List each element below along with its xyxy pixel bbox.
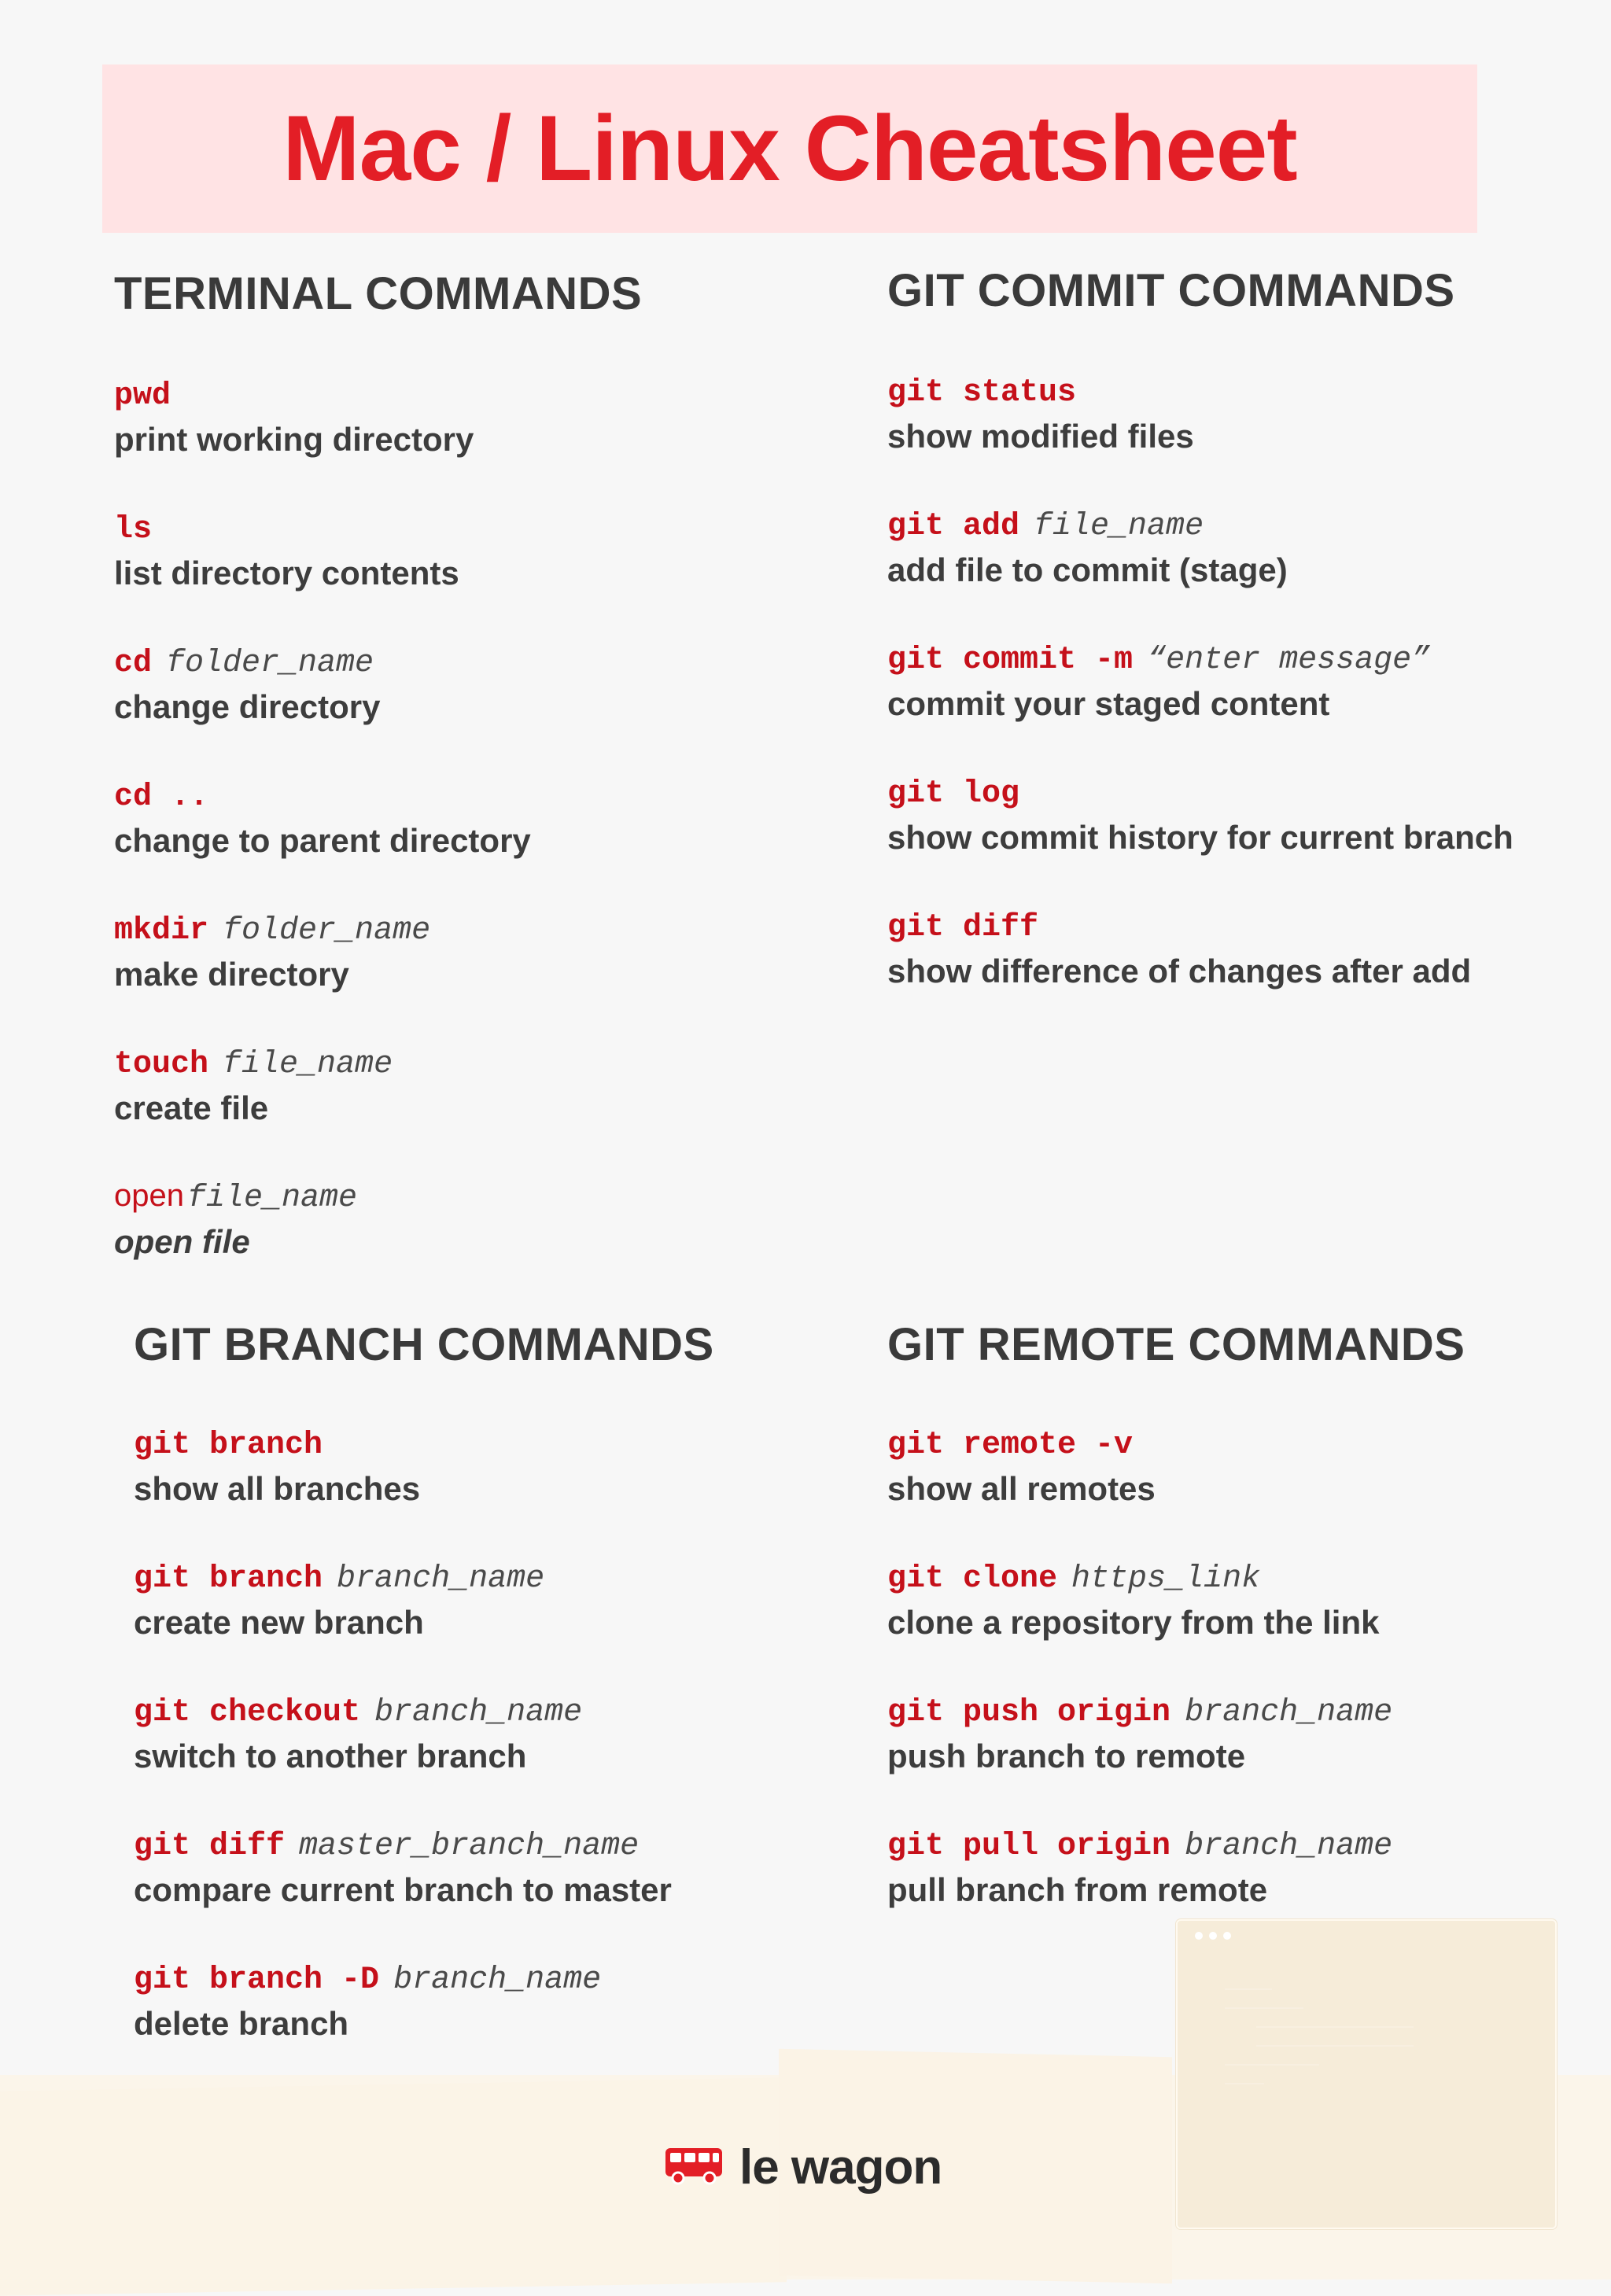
section-heading: TERMINAL COMMANDS: [114, 268, 643, 319]
command-entry: [114, 639, 642, 729]
command-description: switch to another branch: [134, 1738, 527, 1775]
command: git branch: [134, 1561, 323, 1597]
git-remote-commands-section: [887, 1318, 1465, 1912]
window-line: [1256, 2026, 1414, 2028]
git-branch-commands-section: [134, 1318, 714, 2046]
command: git branch: [134, 1428, 323, 1463]
command-description: show modified files: [887, 418, 1194, 455]
command-description: pull branch from remote: [887, 1871, 1268, 1908]
command-entry: [887, 503, 1513, 592]
command: git pull origin: [887, 1829, 1171, 1864]
command: cd: [114, 646, 153, 681]
command-argument: branch_name: [1185, 1829, 1393, 1864]
command-description: open file: [114, 1223, 250, 1260]
command: git checkout: [134, 1695, 361, 1730]
window-line: [1225, 1988, 1272, 1990]
command: git commit -m: [887, 643, 1134, 678]
command-entry: [114, 1174, 642, 1264]
command-entry: [114, 907, 642, 997]
command: git log: [887, 776, 1020, 812]
command-description: make directory: [114, 956, 349, 993]
command-entry: [134, 1689, 714, 1778]
command-entry: [134, 1555, 714, 1645]
command-entry: [134, 1421, 714, 1511]
git-commit-commands-section: [887, 264, 1513, 993]
command-description: create new branch: [134, 1604, 424, 1641]
command-description: show commit history for current branch: [887, 819, 1513, 856]
command-argument: folder_name: [223, 913, 431, 949]
command-description: change to parent directory: [114, 822, 531, 859]
command: git remote -v: [887, 1428, 1134, 1463]
command-argument: branch_name: [337, 1561, 545, 1597]
command-argument: “enter message”: [1147, 643, 1431, 678]
title-banner: [102, 64, 1477, 233]
command: git push origin: [887, 1695, 1171, 1730]
window-line: [1225, 2083, 1264, 2084]
command: cd ..: [114, 779, 209, 815]
command: git status: [887, 375, 1077, 411]
logo-text: le wagon: [739, 2140, 942, 2195]
command-description: show all branches: [134, 1470, 421, 1507]
window-line: [1256, 2045, 1414, 2047]
command: mkdir: [114, 913, 209, 949]
le-wagon-logo[interactable]: [662, 2139, 942, 2195]
command-description: list directory contents: [114, 555, 459, 592]
window-line: [1225, 2064, 1319, 2066]
command-argument: branch_name: [1185, 1695, 1393, 1730]
section-heading: GIT REMOTE COMMANDS: [887, 1319, 1465, 1370]
command-entry: [114, 506, 642, 595]
command-description: commit your staged content: [887, 685, 1330, 722]
command-entry: [114, 773, 642, 863]
bus-icon: [662, 2143, 725, 2191]
section-heading: GIT COMMIT COMMANDS: [887, 265, 1455, 316]
command-argument: file_name: [1034, 509, 1204, 544]
command-entry: [887, 636, 1513, 726]
command-description: show all remotes: [887, 1470, 1156, 1507]
command-argument: branch_name: [393, 1962, 602, 1998]
command-description: create file: [114, 1089, 269, 1126]
command-description: show difference of changes after add: [887, 953, 1472, 990]
command: git clone: [887, 1561, 1058, 1597]
terminal-commands-section: [114, 267, 642, 1264]
command-argument: file_name: [186, 1181, 358, 1216]
command-argument: file_name: [223, 1047, 393, 1082]
command-entry: [134, 1956, 714, 2046]
command-argument: master_branch_name: [299, 1829, 640, 1864]
command-entry: [887, 904, 1513, 993]
command-argument: folder_name: [166, 646, 374, 681]
command: open: [114, 1178, 184, 1213]
command-entry: [887, 1689, 1465, 1778]
command-entry: [134, 1822, 714, 1912]
command: touch: [114, 1047, 209, 1082]
command-argument: branch_name: [374, 1695, 583, 1730]
command-entry: [887, 1555, 1465, 1645]
command-entry: [887, 1822, 1465, 1912]
command-entry: [114, 372, 642, 462]
window-dot: [1195, 1932, 1203, 1940]
command: ls: [114, 512, 153, 547]
section-heading: GIT BRANCH COMMANDS: [134, 1319, 714, 1370]
command-entry: [887, 369, 1513, 459]
command-description: print working directory: [114, 421, 474, 458]
window-dot: [1209, 1932, 1217, 1940]
command-description: delete branch: [134, 2005, 349, 2042]
command-description: clone a repository from the link: [887, 1604, 1380, 1641]
command-description: compare current branch to master: [134, 1871, 672, 1908]
page-title: Mac / Linux Cheatsheet: [282, 97, 1297, 201]
window-line: [1225, 2007, 1303, 2009]
command: pwd: [114, 378, 171, 414]
command-entry: [887, 1421, 1465, 1511]
command-description: push branch to remote: [887, 1738, 1246, 1775]
command: git branch -D: [134, 1962, 380, 1998]
command-entry: [887, 770, 1513, 860]
decorative-window: [1176, 1919, 1557, 2229]
command-description: change directory: [114, 688, 381, 725]
command: git diff: [887, 910, 1039, 945]
command: git add: [887, 509, 1020, 544]
command: git diff: [134, 1829, 286, 1864]
command-description: add file to commit (stage): [887, 551, 1288, 588]
window-dot: [1223, 1932, 1231, 1940]
command-argument: https_link: [1071, 1561, 1261, 1597]
command-entry: [114, 1041, 642, 1130]
